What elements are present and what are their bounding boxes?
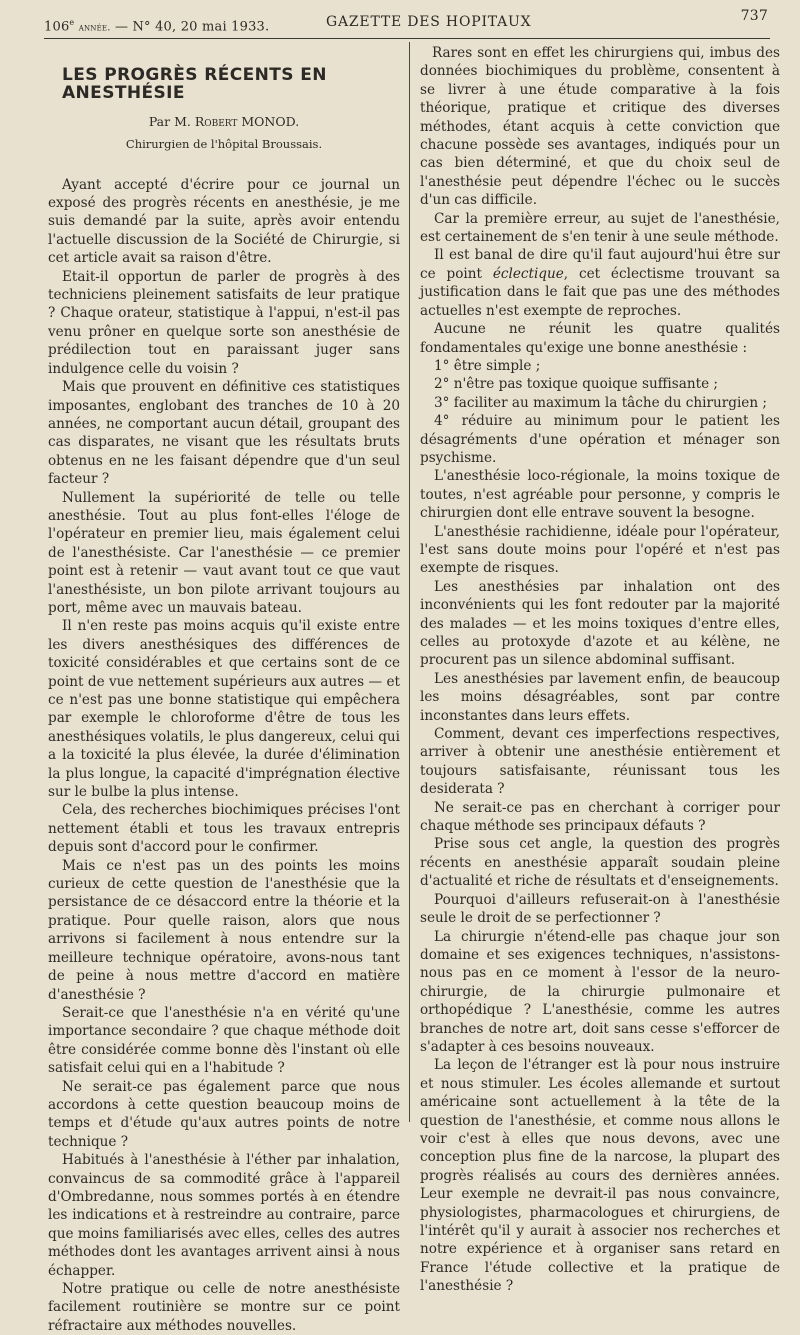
quality-item: 2° n'être pas toxique quoique suffisante ; xyxy=(434,376,719,393)
paragraph: La leçon de l'étranger est là pour nous instruire et nous stimuler. Les écoles allemande et surtout américaine sont actuellement à la tête de la question de l'anesthésie, et comme nous allons le voir c'est à elles que nous devons, avec une conception plus fine de la narcose, la plupart des progrès réalisés au cours des dernières années. Leur exemple ne devrait-il pas nous convaincre, physiologistes, pharmacologues et chirurgiens, de l'intérêt qu'il y aurait à associer nos recherches et notre expérience et à organiser sans retard en France l'étude collective et la pratique de l'anesthésie ? xyxy=(420,1057,780,1295)
paragraph: Ayant accepté d'écrire pour ce journal un exposé des progrès récents en anesthésie, je me suis demandé par la suite, après avoir entendu l'actuelle discussion de la Société de Chirurgie, si cet article avait sa raison d'être. xyxy=(48,176,400,267)
paragraph: Pourquoi d'ailleurs refuserait-on à l'anesthésie seule le droit de se perfectionner ? xyxy=(420,891,780,927)
running-head xyxy=(44,8,772,38)
issue-info xyxy=(44,18,269,34)
emphasis: éclectique xyxy=(492,265,564,282)
paragraph: Nullement la supériorité de telle ou telle anesthésie. Tout au plus font-elles l'éloge de l'opérateur en premier lieu, mais également celui de l'anesthésiste. Car l'anesthésie — ce premier point est à retenir — vaut avant tout ce que vaut l'anesthésiste, un bon pilote arrivant toujours au port, même avec un mauvais bateau. xyxy=(48,489,400,616)
paragraph: Notre pratique ou celle de notre anesthésiste facilement routinière se montre sur ce point réfractaire aux méthodes nouvelles. xyxy=(48,1281,400,1334)
quality-item: 3° faciliter au maximum la tâche du chirurgien ; xyxy=(434,394,768,411)
journal-name: GAZETTE DES HOPITAUX xyxy=(326,14,532,30)
paragraph: Cela, des recherches biochimiques précises l'ont nettement établi et tous les travaux entrepris depuis sont d'accord pour le confirmer. xyxy=(48,802,400,856)
column-divider xyxy=(409,42,410,1122)
volume-label: année. xyxy=(78,22,111,34)
author-affiliation: Chirurgien de l'hôpital Broussais. xyxy=(125,137,323,152)
paragraph: Comment, devant ces imperfections respectives, arriver à obtenir une anesthésie entièrement et toujours satisfaisante, réunissant tous les desiderata ? xyxy=(420,726,780,798)
paragraph: Prise sous cet angle, la question des progrès récents en anesthésie apparaît soudain pleine d'actualité et riche de résultats et d'enseignements. xyxy=(420,836,780,890)
author-name: Robert MONOD. xyxy=(194,113,300,129)
paragraph: Serait-ce que l'anesthésie n'a en vérité qu'une importance secondaire ? que chaque méthode doit être considérée comme bonne dès l'instant où elle satisfait celui qui en a l'habitude ? xyxy=(48,1004,400,1077)
paragraph: Rares sont en effet les chirurgiens qui, imbus des données biochimiques du problème, consentent à se livrer à une étude comparative à la fois théorique, pratique et critique des diverses méthodes, étant acquis à cette conviction que chacune possède ses avantages, indiqués pour un cas bien déterminé, et que du choix seul de l'anesthésie peut dépendre l'échec ou le succès d'un cas difficile. xyxy=(420,45,780,209)
paragraph-eclectisme xyxy=(420,246,780,320)
paragraph: Etait-il opportun de parler de progrès à des techniciens pleinement satisfaits de leur pratique ? Chaque orateur, statistique à l'appui, n'est-il pas venu prôner en quelque sorte son anesthésie de prédilection tout en paraissant juger sans indulgence celle du voisin ? xyxy=(48,268,400,377)
left-column xyxy=(48,44,400,1335)
paragraph: L'anesthésie loco-régionale, la moins toxique de toutes, n'est agréable pour personne, y compris le chirurgien dont elle entrave souvent la besogne. xyxy=(420,468,780,522)
byline-prefix: Par M. xyxy=(148,113,195,129)
volume-number: 106 xyxy=(44,19,70,35)
paragraph: Car la première erreur, au sujet de l'anesthésie, est certainement de s'en tenir à une seule méthode. xyxy=(420,210,780,246)
quality-item: 1° être simple ; xyxy=(434,357,541,374)
quality-item: 4° réduire au minimum pour le patient les désagréments d'une opération et ménager son psychisme. xyxy=(420,413,780,466)
paragraph: Ne serait-ce pas également parce que nous accordons à cette question beaucoup moins de temps et d'étude qu'aux autres points de notre technique ? xyxy=(48,1078,400,1150)
text-run: Il est banal de dire qu'il faut aujourd'hui être sur ce point xyxy=(420,247,780,282)
paragraph: Les anesthésies par inhalation ont des inconvénients qui les font redouter par la majorité des malades — et les moins toxiques d'entre elles, celles au protoxyde d'azote et au kélène, ne procurent pas un silence abdominal suffisant. xyxy=(420,578,780,669)
paragraph: Aucune ne réunit les quatre qualités fondamentales qu'exige une bonne anesthésie : xyxy=(420,321,780,356)
header-rule xyxy=(44,38,770,39)
byline xyxy=(48,113,400,131)
article-title: LES PROGRÈS RÉCENTS EN ANESTHÉSIE xyxy=(62,65,327,104)
issue-date: — N° 40, 20 mai 1933. xyxy=(110,19,270,35)
right-column xyxy=(420,44,780,1296)
volume-ordinal: e xyxy=(69,18,75,27)
paragraph: Habitués à l'anesthésie à l'éther par inhalation, convaincus de sa commodité grâce à l'appareil d'Ombredanne, nous sommes portés à en étendre les indications et à restreindre au contraire, parce que moins familiarisés avec elles, celles des autres méthodes dont les avantages arrivent ainsi à nous échapper. xyxy=(48,1152,400,1279)
paragraph: Mais ce n'est pas un des points les moins curieux de cette question de l'anesthésie que la persistance de ce désaccord entre la théorie et la pratique. Pour quelle raison, alors que nous arrivons si facilement à nous entendre sur la meilleure technique opératoire, avons-nous tant de peine à nous mettre d'accord en matière d'anesthésie ? xyxy=(48,857,400,1003)
paragraph: Il n'en reste pas moins acquis qu'il existe entre les divers anesthésiques des différences de toxicité considérables et que certains sont de ce point de vue nettement supérieurs aux autres — et ce n'est pas une bonne statistique qui empêchera par exemple le chloroforme d'être de tous les anesthésiques volatils, le plus dangereux, celui qui a la toxicité la plus élevée, la durée d'élimination la plus longue, la capacité d'imprégnation élective sur le bulbe la plus intense. xyxy=(48,618,400,801)
paragraph: Mais que prouvent en définitive ces statistiques imposantes, englobant des tranches de 10 à 20 années, ne comportant aucun détail, groupant des cas disparates, ne visant que les résultats bruts obtenus en ne les faisant dépendre que d'un seul facteur ? xyxy=(48,379,400,488)
paragraph: Les anesthésies par lavement enfin, de beaucoup les moins désagréables, sont par contre inconstantes dans leurs effets. xyxy=(420,670,780,724)
paragraph: La chirurgie n'étend-elle pas chaque jour son domaine et ses exigences techniques, n'assistons-nous pas en ce moment à l'essor de la neuro-chirurgie, de la chirurgie pulmonaire et orthopédique ? L'anesthésie, comme les autres branches de notre art, doit sans cesse s'efforcer de s'adapter à ces besoins nouveaux. xyxy=(420,928,780,1055)
text-run: , cet éclectisme trouvant sa justification dans le fait que pas une des méthodes actuelles n'est exempte de reproches. xyxy=(420,265,780,319)
paragraph: Ne serait-ce pas en cherchant à corriger pour chaque méthode ses principaux défauts ? xyxy=(420,799,780,835)
paragraph: L'anesthésie rachidienne, idéale pour l'opérateur, l'est sans doute moins pour l'opéré et n'est pas exempte de risques. xyxy=(420,523,780,577)
page-number: 737 xyxy=(740,8,768,24)
